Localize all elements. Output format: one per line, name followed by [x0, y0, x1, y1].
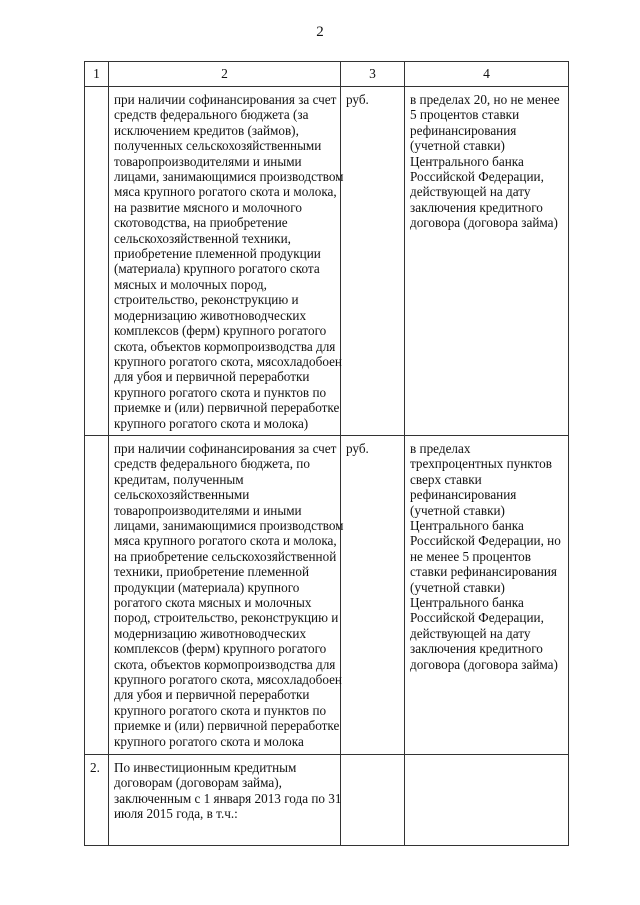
row-unit: руб. [341, 435, 405, 754]
text-line: пород, строительство, реконструкцию и [114, 610, 339, 626]
text-line: приобретение племенной продукции [114, 246, 321, 262]
rates-table [84, 61, 569, 846]
text-line: техники, приобретение племенной [114, 564, 310, 580]
text-line: (учетной ставки) [410, 579, 505, 595]
text-line: кредитам, полученным [114, 471, 244, 487]
text-line: скота, объектов кормопроизводства для [114, 338, 336, 354]
text-line: комплексов (ферм) крупного рогатого [114, 323, 327, 339]
text-line: действующей на дату [410, 625, 531, 641]
table-row [85, 754, 569, 845]
row-number: 2. [85, 754, 109, 845]
text-line: крупного рогатого скота и пунктов по [114, 702, 327, 718]
text-line: крупного рогатого скота и молока [114, 733, 304, 749]
text-line: модернизацию животноводческих [114, 625, 307, 641]
text-line: на развитие мясного и молочного [114, 199, 302, 215]
text-line: при наличии софинансирования за счет [114, 440, 337, 456]
text-line: средств федерального бюджета, по [114, 456, 310, 472]
text-line: мясных и молочных пород, [114, 276, 267, 292]
text-line: заключения кредитного [410, 641, 543, 657]
text-line: договора (договора займа) [410, 656, 558, 672]
text-line: лицами, занимающимися производством [114, 517, 344, 533]
text-line: Российской Федерации, но [410, 533, 561, 549]
header-col-1: 1 [85, 62, 109, 87]
text-line: скота, объектов кормопроизводства для [114, 656, 336, 672]
text-line: Российской Федерации, [410, 610, 544, 626]
text-line: скотоводства, на приобретение [114, 215, 288, 231]
text-line: действующей на дату [410, 184, 531, 200]
text-line: сельскохозяйственной техники, [114, 230, 291, 246]
row-unit [341, 754, 405, 845]
text-line: сельскохозяйственными [114, 487, 250, 503]
header-col-3: 3 [341, 62, 405, 87]
row-value [405, 754, 569, 845]
text-line: строительство, реконструкцию и [114, 292, 299, 308]
text-line: Центрального банка [410, 517, 524, 533]
header-col-4: 4 [405, 62, 569, 87]
table-header-row [85, 62, 569, 87]
text-line: приемке и (или) первичной переработке [114, 400, 340, 416]
text-line: комплексов (ферм) крупного рогатого [114, 641, 327, 657]
table-row [85, 435, 569, 754]
text-line: договорам (договорам займа), [114, 775, 282, 791]
text-line: приемке и (или) первичной переработке [114, 718, 340, 734]
text-line: для убоя и первичной переработки [114, 369, 310, 385]
row-number [85, 87, 109, 436]
text-line: исключением кредитов (займов), [114, 122, 299, 138]
text-line: договора (договора займа) [410, 215, 558, 231]
text-line: рефинансирования [410, 122, 517, 138]
text-line: продукции (материала) крупного [114, 579, 300, 595]
text-line: (материала) крупного рогатого скота [114, 261, 320, 277]
text-line: ставки рефинансирования [410, 564, 557, 580]
text-line: средств федерального бюджета (за [114, 107, 309, 123]
page-number: 2 [316, 24, 324, 40]
row-value [405, 87, 569, 436]
text-line: сверх ставки [410, 471, 482, 487]
text-line: лицами, занимающимися производством [114, 169, 344, 185]
text-line: 5 процентов ставки [410, 107, 520, 123]
text-line: товаропроизводителями и иными [114, 502, 302, 518]
text-line: (учетной ставки) [410, 138, 505, 154]
text-line: полученных сельскохозяйственными [114, 138, 322, 154]
table-row [85, 87, 569, 436]
text-line: рогатого скота мясных и молочных [114, 595, 312, 610]
text-line: крупного рогатого скота, мясохладобоен [114, 672, 342, 688]
text-line: мяса крупного рогатого скота и молока, [114, 184, 337, 200]
text-line: Центрального банка [410, 153, 524, 169]
text-line: (учетной ставки) [410, 502, 505, 518]
text-line: заключения кредитного [410, 199, 543, 215]
text-line: для убоя и первичной переработки [114, 687, 310, 703]
text-line: в пределах [410, 440, 471, 456]
text-line: трехпроцентных пунктов [410, 456, 552, 472]
text-line: модернизацию животноводческих [114, 307, 307, 323]
text-line: рефинансирования [410, 487, 517, 503]
text-line: июля 2015 года, в т.ч.: [114, 806, 238, 822]
text-line: заключенным с 1 января 2013 года по 31 [114, 790, 342, 806]
row-number [85, 435, 109, 754]
header-col-2: 2 [109, 62, 341, 87]
text-line: крупного рогатого скота и пунктов по [114, 384, 327, 400]
row-description [109, 87, 344, 436]
text-line: на приобретение сельскохозяйственной [114, 548, 337, 564]
text-line: крупного рогатого скота, мясохладобоен [114, 353, 342, 369]
text-line: Российской Федерации, [410, 169, 544, 185]
text-line: товаропроизводителями и иными [114, 153, 302, 169]
text-line: не менее 5 процентов [410, 548, 531, 564]
text-line: в пределах 20, но не менее [410, 92, 560, 107]
row-unit: руб. [341, 87, 405, 436]
text-line: при наличии софинансирования за счет [114, 92, 337, 107]
text-line: мяса крупного рогатого скота и молока, [114, 533, 337, 549]
text-line: По инвестиционным кредитным [114, 759, 297, 775]
row-description [109, 435, 344, 754]
text-line: Центрального банка [410, 595, 524, 610]
text-line: крупного рогатого скота и молока) [114, 415, 309, 431]
row-description [109, 754, 341, 845]
row-value [405, 435, 569, 754]
